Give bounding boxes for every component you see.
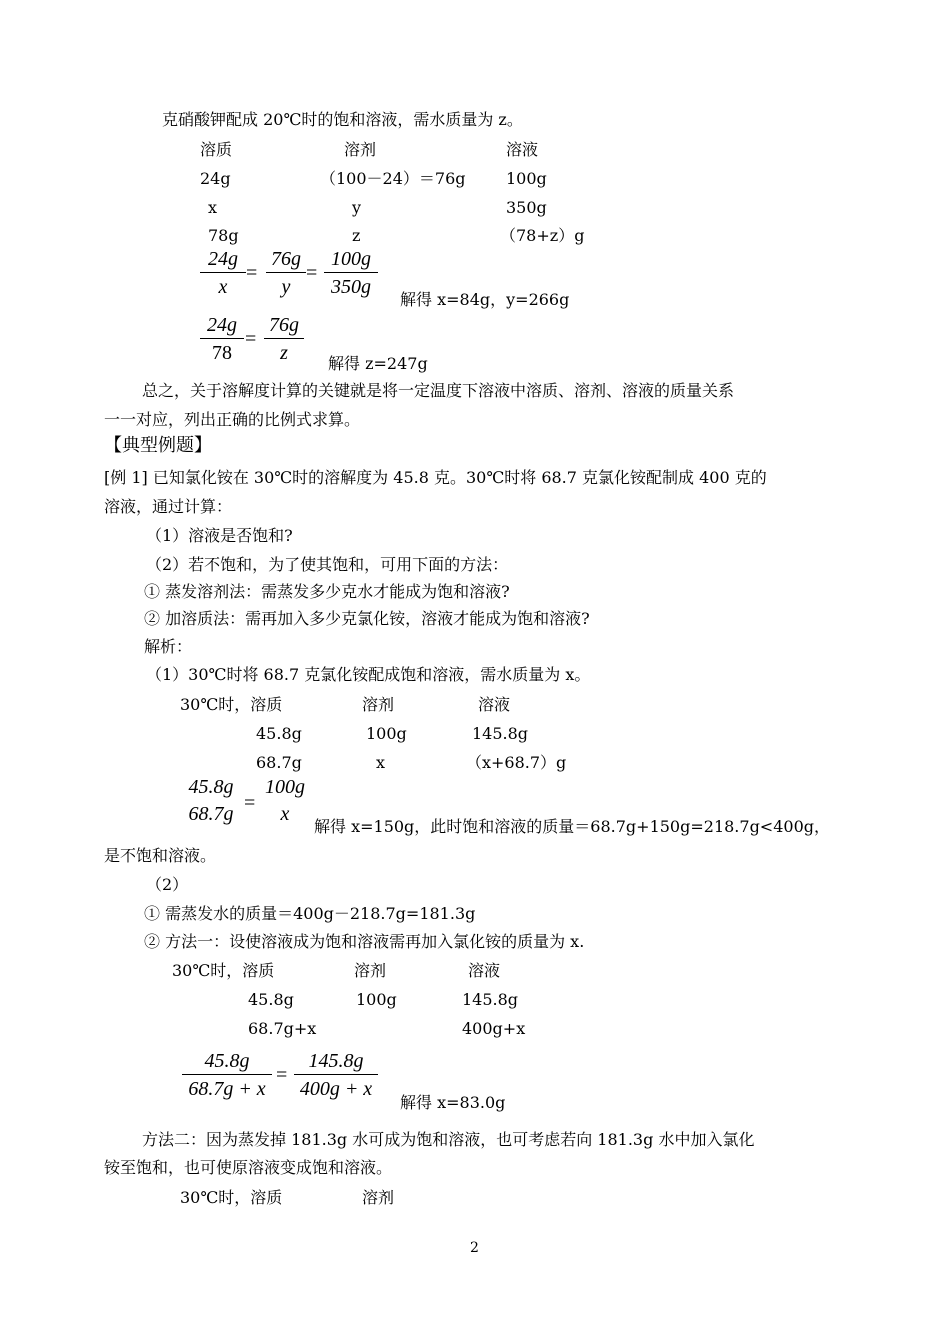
text-line: 克硝酸钾配成 20℃时的饱和溶液，需水质量为 z。 — [162, 110, 523, 129]
table-cell: x — [376, 753, 386, 772]
table-cell: 100g — [356, 990, 397, 1009]
fraction — [324, 248, 378, 298]
solution-text: 是不饱和溶液。 — [104, 846, 217, 865]
solution-text: 解得 x=83.0g — [400, 1093, 506, 1112]
question-line: （2）若不饱和，为了使其饱和，可用下面的方法： — [146, 555, 509, 574]
fraction — [200, 248, 246, 298]
numerator: 76g — [264, 314, 304, 339]
table-cell: 68.7g+x — [248, 1019, 317, 1038]
equals-sign: = — [245, 328, 257, 350]
solution-text: 解得 x=150g，此时饱和溶液的质量＝68.7g+150g=218.7g<400g， — [314, 817, 830, 836]
fraction — [266, 248, 306, 298]
fraction — [264, 314, 304, 364]
paragraph-line: 铵至饱和，也可使原溶液变成饱和溶液。 — [104, 1158, 393, 1177]
table-header-solute: 溶质 — [200, 140, 233, 159]
question-line: ② 加溶质法：需再加入多少克氯化铵，溶液才能成为饱和溶液? — [144, 609, 590, 628]
equals-sign: = — [276, 1064, 288, 1086]
denominator: z — [280, 342, 288, 364]
solution-text: 解得 x=84g，y=266g — [400, 290, 570, 309]
table-cell: z — [352, 226, 361, 245]
table-cell: （78+z）g — [500, 226, 585, 245]
numerator: 100g — [265, 776, 305, 798]
table-cell: 78g — [208, 226, 239, 245]
numerator: 24g — [200, 248, 246, 273]
table-header-solution: 溶液 — [506, 140, 539, 159]
table-cell: （x+68.7）g — [466, 753, 567, 772]
fraction — [182, 1050, 272, 1100]
table-header-solute: 30℃时，溶质 — [180, 695, 283, 714]
equals-sign: = — [244, 792, 256, 814]
table-cell: 24g — [200, 169, 231, 188]
table-cell: 400g+x — [462, 1019, 526, 1038]
analysis-line: ② 方法一：设使溶液成为饱和溶液需再加入氯化铵的质量为 x. — [144, 932, 585, 951]
denominator: x — [218, 276, 228, 298]
table-cell: （100－24）＝76g — [320, 169, 466, 188]
table-cell: 45.8g — [256, 724, 302, 743]
section-heading: 【典型例题】 — [104, 435, 212, 456]
table-header-solution: 溶液 — [478, 695, 511, 714]
denominator: x — [280, 803, 290, 825]
question-line: （1）溶液是否饱和? — [146, 526, 293, 545]
equals-sign: = — [246, 262, 258, 284]
solution-text: 解得 z=247g — [328, 354, 428, 373]
table-cell: x — [208, 198, 218, 217]
denominator: 400g + x — [299, 1078, 373, 1100]
table-cell: 100g — [366, 724, 407, 743]
fraction — [200, 314, 244, 364]
table-cell: y — [352, 198, 362, 217]
table-header-solvent: 溶剂 — [344, 140, 377, 159]
fraction — [182, 776, 240, 825]
table-cell: 68.7g — [256, 753, 302, 772]
denominator: 350g — [331, 276, 371, 298]
table-header-solute: 30℃时，溶质 — [180, 1188, 283, 1207]
denominator: y — [281, 276, 291, 298]
denominator: 68.7g — [188, 803, 234, 825]
table-cell: 45.8g — [248, 990, 294, 1009]
part-label: （2） — [146, 875, 189, 894]
paragraph-line: 一一对应，列出正确的比例式求算。 — [104, 410, 361, 429]
table-header-solute: 30℃时，溶质 — [172, 961, 275, 980]
denominator: 78 — [212, 342, 232, 364]
numerator: 45.8g — [188, 776, 234, 798]
paragraph-line: [例 1] 已知氯化铵在 30℃时的溶解度为 45.8 克。30℃时将 68.7 克氯化铵配制成 400 克的 — [104, 468, 767, 487]
numerator: 45.8g — [182, 1050, 272, 1075]
analysis-label: 解析： — [144, 637, 193, 656]
paragraph-line: 方法二：因为蒸发掉 181.3g 水可成为饱和溶液，也可考虑若向 181.3g 水中加入氯化 — [142, 1130, 755, 1149]
paragraph-line: 溶液，通过计算： — [104, 497, 233, 516]
page-number: 2 — [470, 1240, 479, 1256]
table-header-solution: 溶液 — [468, 961, 501, 980]
analysis-line: （1）30℃时将 68.7 克氯化铵配成饱和溶液，需水质量为 x。 — [146, 665, 591, 684]
numerator: 24g — [200, 314, 244, 339]
table-cell: 100g — [506, 169, 547, 188]
paragraph-line: 总之，关于溶解度计算的关键就是将一定温度下溶液中溶质、溶剂、溶液的质量关系 — [142, 381, 735, 400]
numerator: 100g — [324, 248, 378, 273]
fraction — [260, 776, 310, 825]
table-header-solvent: 溶剂 — [362, 1188, 395, 1207]
analysis-line: ① 需蒸发水的质量＝400g－218.7g=181.3g — [144, 904, 476, 923]
table-cell: 145.8g — [462, 990, 519, 1009]
table-header-solvent: 溶剂 — [362, 695, 395, 714]
fraction — [294, 1050, 378, 1100]
numerator: 76g — [266, 248, 306, 273]
equals-sign: = — [306, 262, 318, 284]
table-cell: 145.8g — [472, 724, 529, 743]
question-line: ① 蒸发溶剂法：需蒸发多少克水才能成为饱和溶液? — [144, 582, 510, 601]
denominator: 68.7g + x — [188, 1078, 266, 1100]
table-cell: 350g — [506, 198, 547, 217]
table-header-solvent: 溶剂 — [354, 961, 387, 980]
numerator: 145.8g — [294, 1050, 378, 1075]
